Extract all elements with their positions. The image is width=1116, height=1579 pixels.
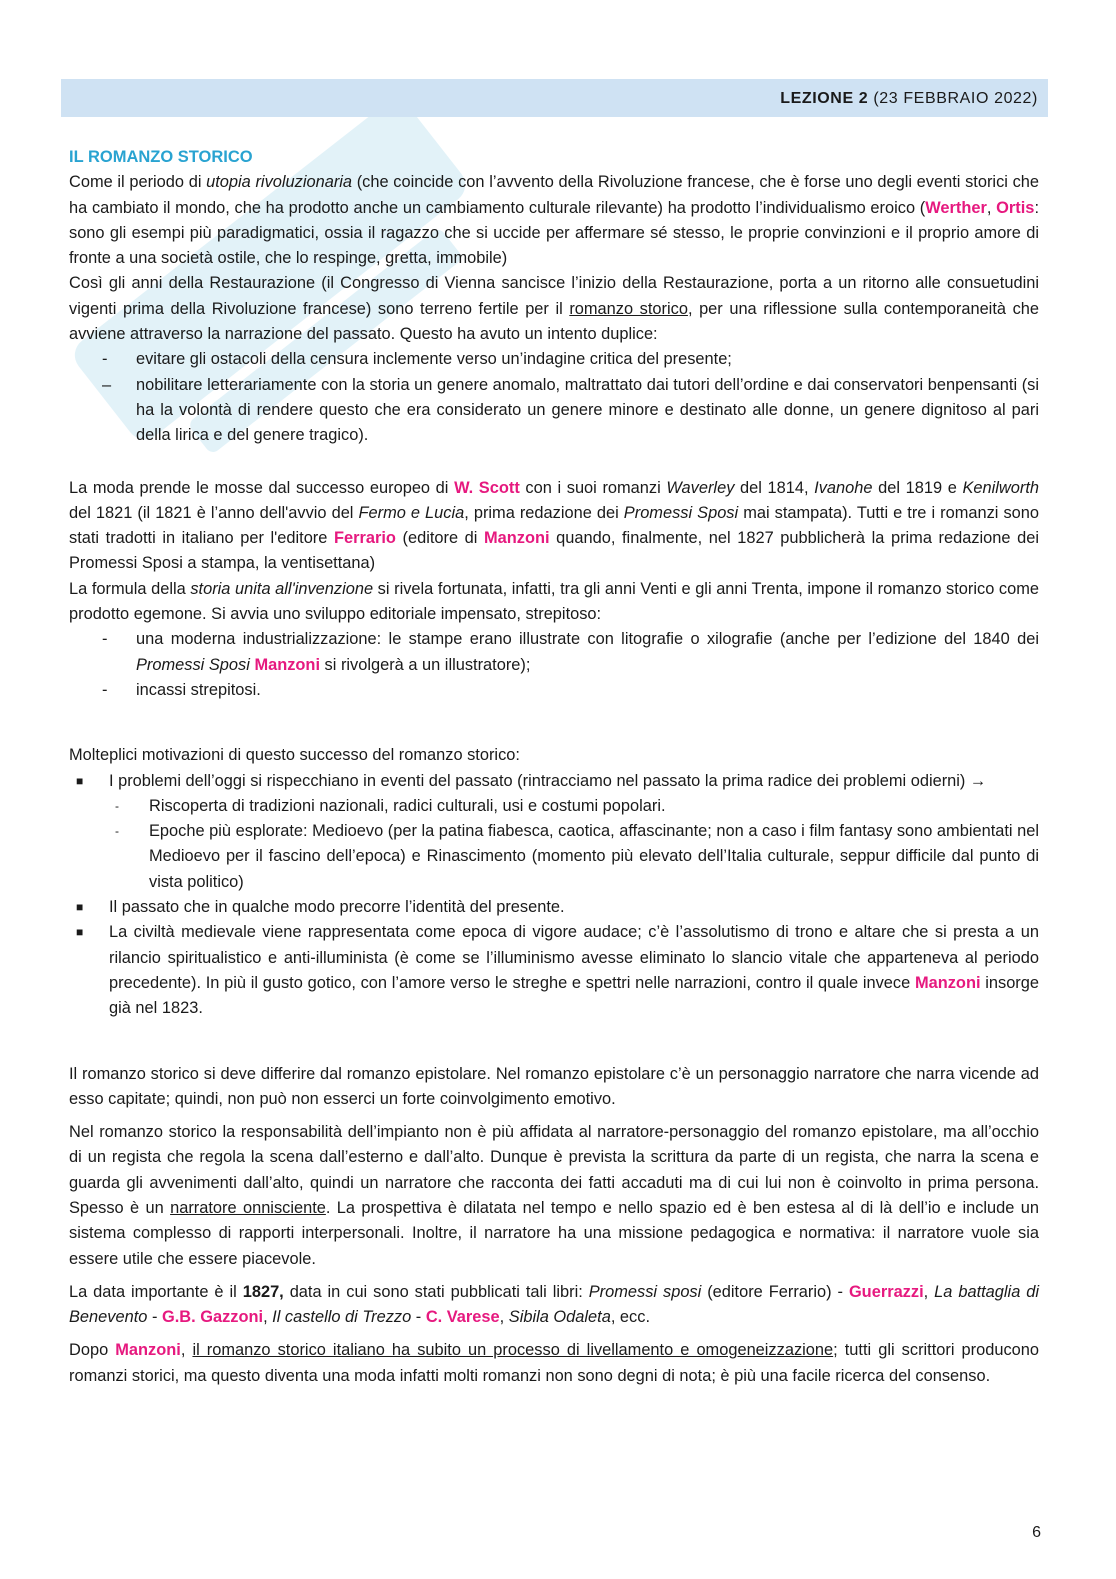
section-title: IL ROMANZO STORICO xyxy=(69,148,253,166)
document-body xyxy=(69,145,1039,1389)
paragraph-1827: La data importante è il 1827, data in cui sono stati pubblicati tali libri: Promessi sposi (editore Ferrario) - Guerrazzi, La battaglia di Benevento - G.B. Gazzoni, Il castello di Trezzo - C. Varese, Sibila Odaleta, ecc. xyxy=(69,1282,1040,1327)
lesson-label: LEZIONE 2 xyxy=(780,90,869,107)
list-item: ■ Il passato che in qualche modo precorre l’identità del presente. xyxy=(76,898,565,917)
paragraph-dopo-manzoni: Dopo Manzoni, il romanzo storico italiano ha subito un processo di livellamento e omogeneizzazione; tutti gli scrittori producono romanzi storici, ma questo diventa una moda infatti molti romanzi non sono degni di nota; è più una facile ricerca del consenso. xyxy=(69,1341,1040,1385)
motivation-list xyxy=(69,769,1039,1022)
lesson-date: (23 FEBBRAIO 2022) xyxy=(873,90,1038,107)
header-band xyxy=(61,79,1048,117)
page-number: 6 xyxy=(1032,1524,1041,1541)
sub-list-item: - Riscoperta di tradizioni nazionali, radici culturali, usi e costumi popolari. xyxy=(115,796,666,815)
list-item: - una moderna industrializzazione: le stampe erano illustrate con litografie o xilografie (anche per l’edizione del 1840 dei Promessi Sposi Manzoni si rivolgerà a un illustratore); xyxy=(102,630,1039,674)
paragraph-epistolare: Il romanzo storico si deve differire dal romanzo epistolare. Nel romanzo epistolare c’è un personaggio narratore che narra vicende ad esso capitate; quindi, non può non esserci un forte coinvolgimento emotivo. xyxy=(69,1064,1039,1108)
development-list xyxy=(69,627,1039,703)
paragraph-formula: La formula della storia unita all'invenzione si rivela fortunata, infatti, tra gli anni Venti e gli anni Trenta, impone il romanzo storico come prodotto egemone. Si avvia uno sviluppo editoriale impensato, strepitoso: xyxy=(69,579,1039,624)
intent-list xyxy=(69,347,1039,448)
sub-list-item: - Epoche più esplorate: Medioevo (per la patina fiabesca, caotica, affascinante; non a caso i film fantasy sono ambientati nel Medioevo per il fascino dell’epoca) e Rinascimento (momento più elevato dell’Italia culturale, seppur difficile dal punto di vista politico) xyxy=(115,822,1039,891)
lesson-heading xyxy=(780,86,1038,111)
paragraph-scott: La moda prende le mosse dal successo europeo di W. Scott con i suoi romanzi Waverley del 1814, Ivanohe del 1819 e Kenilworth del 1821 (il 1821 è l’anno dell'avvio del Fermo e Lucia, prima redazione dei Promessi Sposi mai stampata). Tutti e tre i romanzi sono stati tradotti in italiano per l'editore Ferrario (editore di Manzoni quando, finalmente, nel 1827 pubblicherà la prima redazione dei Promessi Sposi a stampa, la ventisettana) xyxy=(69,478,1039,573)
paragraph-motivazioni: Molteplici motivazioni di questo successo del romanzo storico: xyxy=(69,746,520,765)
list-item: - incassi strepitosi. xyxy=(102,680,261,699)
paragraph-regista: Nel romanzo storico la responsabilità dell’impianto non è più affidata al narratore-personaggio del romanzo epistolare, ma all’occhio di un regista che regola la scena dall’esterno e dall’alto. Dunque è prevista la scrittura da parte di un regista, che narra la scena e guarda gli avvenimenti dall’alto, quindi un narratore che racconta dei fatti accaduti ma di cui lui non è coinvolto in prima persona. Spesso è un narratore onnisciente. La prospettiva è dilatata nel tempo e nello spazio ed è ben estesa al di là dell’io e include un sistema complesso di rapporti interpersonali. Inoltre, il narratore ha una missione pedagogica e normativa: il narratore vuole sia essere utile che essere piacevole. xyxy=(69,1123,1039,1268)
list-item: - evitare gli ostacoli della censura inclemente verso un’indagine critica del presente; xyxy=(102,350,732,369)
list-item: – nobilitare letterariamente con la storia un genere anomalo, maltrattato dai tutori dell’ordine e dai conservatori benpensanti (si ha la volontà di rendere questo che era considerato un genere minore e destinato alle donne, un genere dignitoso al pari della lirica e del genere tragico). xyxy=(102,375,1039,445)
sub-list xyxy=(69,794,1039,895)
paragraph-restaurazione: Così gli anni della Restaurazione (il Congresso di Vienna sancisce l’inizio della Restaurazione, porta a un ritorno alle consuetudini vigenti prima della Rivoluzione francese) sono terreno fertile per il romanzo storico, per una riflessione sulla contemporaneità che avviene attraverso la narrazione del passato. Questo ha avuto un intento duplice: xyxy=(69,274,1039,344)
list-item: ■ La civiltà medievale viene rappresentata come epoca di vigore audace; c’è l’assolutismo di trono e altare che si presta a un rilancio spiritualistico e anti-illuminista (è come se l’illuminismo avesse eliminato lo slancio vitale che apparteneva al periodo precedente). In più il gusto gotico, con l’amore verso le streghe e spettri nelle narrazioni, contro il quale invece Manzoni insorge già nel 1823. xyxy=(76,923,1039,1018)
paragraph-utopia: Come il periodo di utopia rivoluzionaria (che coincide con l’avvento della Rivoluzione francese, che è forse uno degli eventi storici che ha cambiato il mondo, che ha prodotto anche un cambiamento culturale rilevante) ha prodotto l’individualismo eroico (Werther, Ortis: sono gli esempi più paradigmatici, ossia il ragazzo che si uccide per affermare sé stesso, le proprie convinzioni e il proprio amore di fronte a una società ostile, che lo respinge, gretta, immobile) xyxy=(69,173,1040,268)
list-item: ■ I problemi dell’oggi si rispecchiano in eventi del passato (rintracciamo nel passato la prima radice dei problemi odierni) → - Riscoperta di tradizioni nazionali, radici culturali, usi e costumi popolari. - Epoche più esplorate: Medioevo (per la patina fiabesca, caotica, affascinante; non a caso i film fantasy sono ambientati nel Medioevo per il fascino dell’epoca) e Rinascimento (momento più elevato dell’Italia culturale, seppur difficile dal punto di vista politico) xyxy=(69,769,1039,895)
